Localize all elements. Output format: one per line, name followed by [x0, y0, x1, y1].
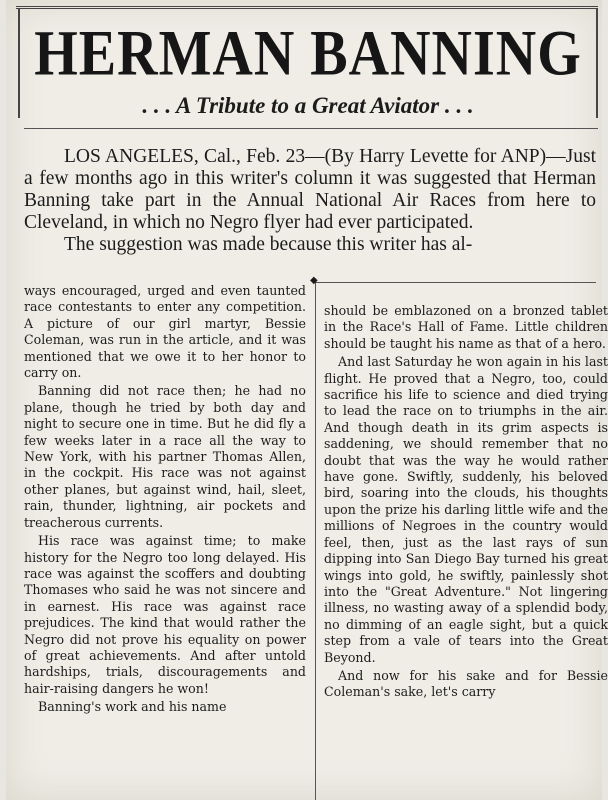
left-column: [24, 283, 306, 718]
right-paragraph-2: And last Saturday he won again in his last flight. He proved that a Negro, too, could sacrifice his life to science and died trying to lead the race on to triumphs in the air. And though death in its grim aspects is saddening, we should remember that no doubt that was the way he would rather have gone. Swiftly, suddenly, his beloved bird, soaring into the clouds, his thoughts upon the prize his darling little wife and the millions of Negroes in the country would feel, then, just as the last rays of sun dipping into San Diego Bay turned his great wings into gold, he swiftly, painlessly shot into the "Great Adventure." Not lingering illness, no wasting away of a splendid body, no dimming of an eagle sight, but a quick step from a vale of tears into the Great Beyond.: [324, 354, 608, 665]
right-paragraph-1: should be emblazoned on a bronzed tablet in the Race's Hall of Fame. Little children should be taught his name as that of a hero.: [324, 303, 608, 351]
left-paragraph-3: His race was against time; to make history for the Negro too long delayed. His race was against the scoffers and doubting Thomases who said he was not sincere and in earnest. His race was against race prejudices. The kind that would rather the Negro did not prove his equality on power of great achievements. And after untold hardships, trials, discouragements and hair-raising dangers he won!: [24, 533, 306, 696]
lead-paragraph-2: The suggestion was made because this writer has al-: [64, 234, 473, 255]
right-column: [324, 303, 608, 703]
top-border: [16, 6, 598, 15]
lead-paragraph-1: LOS ANGELES, Cal., Feb. 23—(By Harry Levette for ANP)—Just a few months ago in this writer's column it was suggested that Herman Banning take part in the Annual National Air Races from here to Cleveland, in which no Negro flyer had ever participated.: [24, 146, 596, 233]
left-border: [18, 8, 20, 118]
newspaper-clipping: [6, 0, 608, 800]
left-paragraph-4: Banning's work and his name: [38, 699, 227, 715]
subhead: . . . A Tribute to a Great Aviator . . .: [142, 93, 474, 118]
header-rule: [24, 128, 598, 129]
column-divider: [315, 282, 316, 800]
headline: HERMAN BANNING: [34, 18, 582, 90]
column-top-rule: [315, 282, 596, 283]
left-paragraph-1: ways encouraged, urged and even taunted race contestants to enter any competition. A picture of our girl martyr, Bessie Coleman, was run in the article, and it was mentioned that we owe it to her honor to carry on.: [24, 283, 306, 381]
ornament-icon: ◆: [310, 275, 318, 286]
left-paragraph-2: Banning did not race then; he had no plane, though he tried by both day and night to secure one in time. But he did fly a few weeks later in a race all the way to New York, with his partner Thomas Allen, in the cockpit. His race was not against other planes, but against wind, hail, sleet, rain, thunder, lightning, air pockets and treacherous currents.: [24, 383, 306, 530]
right-paragraph-3: And now for his sake and for Bessie Coleman's sake, let's carry: [324, 667, 608, 700]
lead-paragraphs: [24, 146, 596, 256]
right-border: [596, 8, 598, 118]
